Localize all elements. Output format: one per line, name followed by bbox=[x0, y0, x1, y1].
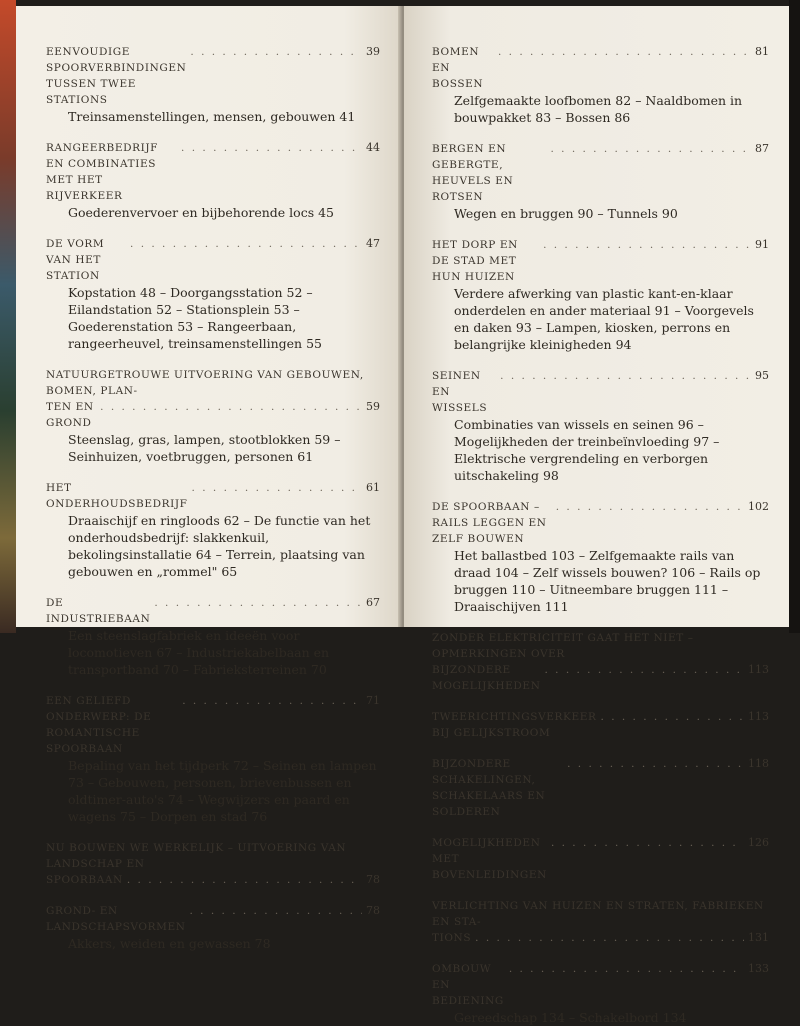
toc-entry[interactable] bbox=[432, 499, 769, 615]
toc-page-number: 87 bbox=[755, 142, 769, 155]
toc-heading-line2: TEN EN GROND bbox=[46, 401, 94, 429]
leader-dots bbox=[475, 930, 744, 946]
toc-heading-text: RANGEERBEDRIJF EN COMBINATIES MET HET RIJVERKEER bbox=[46, 142, 159, 202]
toc-page-number: 39 bbox=[366, 45, 380, 58]
toc-heading-line2: SPOORBAAN bbox=[46, 874, 123, 886]
toc-heading-text: DE SPOORBAAN – RAILS LEGGEN EN ZELF BOUWEN bbox=[432, 501, 547, 545]
toc-heading-line1: NU BOUWEN WE WERKELIJK – UITVOERING VAN LANDSCHAP EN bbox=[46, 842, 347, 870]
toc-entry[interactable] bbox=[432, 898, 769, 946]
toc-entry[interactable] bbox=[432, 709, 769, 741]
toc-subtopics: Wegen en bruggen 90 – Tunnels 90 bbox=[454, 206, 678, 221]
toc-page-number: 67 bbox=[366, 596, 380, 609]
toc-page-number: 78 bbox=[366, 904, 380, 917]
toc-heading-text: GROND- EN LANDSCHAPSVORMEN bbox=[46, 905, 186, 933]
toc-subtopics: Draaischijf en ringloods 62 – De functie van het onderhoudsbedrijf: slakkenkuil, bekolingsinstallatie 64 – Terrein, plaatsing van gebouwen en „rommel" 65 bbox=[68, 513, 371, 579]
toc-heading bbox=[432, 368, 769, 416]
toc-page-number: 113 bbox=[748, 663, 769, 676]
toc-subtopics: Een steenslagfabriek en ideeën voor locomotieven 67 – Industriekabelbaan en transportband 70 – Fabrieksterreinen 70 bbox=[68, 628, 330, 677]
toc-heading-line1: VERLICHTING VAN HUIZEN EN STRATEN, FABRIEKEN EN STA- bbox=[432, 900, 764, 928]
toc-entry[interactable] bbox=[432, 141, 769, 222]
toc-heading bbox=[46, 140, 380, 204]
toc-subtopics: Bepaling van het tijdperk 72 – Seinen en lampen 73 – Gebouwen, personen, brievenbussen en oldtimer-auto's 74 – Wegwijzers en paard en wagens 75 – Dorpen en stad 76 bbox=[68, 758, 377, 824]
toc-subtopics: Kopstation 48 – Doorgangsstation 52 – Eilandstation 52 – Stationsplein 53 – Goederenstation 53 – Rangeerbaan, rangeerheuvel, treinsamenstellingen 55 bbox=[68, 285, 322, 351]
toc-heading-text: HET DORP EN DE STAD MET HUN HUIZEN bbox=[432, 239, 518, 283]
leader-dots bbox=[601, 709, 744, 725]
toc-heading-text: TWEERICHTINGSVERKEER BIJ GELIJKSTROOM bbox=[432, 711, 597, 739]
toc-entry[interactable] bbox=[432, 961, 769, 1026]
toc-heading bbox=[432, 237, 769, 285]
toc-page-number: 47 bbox=[366, 237, 380, 250]
toc-page-number: 71 bbox=[366, 694, 380, 707]
leader-dots bbox=[498, 44, 751, 60]
toc-heading-text: BERGEN EN GEBERGTE, HEUVELS EN ROTSEN bbox=[432, 143, 514, 203]
toc-page-number: 102 bbox=[748, 500, 769, 513]
leader-dots bbox=[190, 903, 363, 919]
toc-subtopics: Gereedschap 134 – Schakelbord 134 bbox=[454, 1010, 687, 1025]
toc-entry[interactable] bbox=[432, 630, 769, 694]
toc-heading bbox=[46, 693, 380, 757]
toc-entry[interactable] bbox=[46, 480, 380, 580]
toc-heading-line2: TIONS bbox=[432, 932, 472, 944]
toc-heading bbox=[46, 903, 380, 935]
leader-dots bbox=[500, 368, 751, 384]
background-edge bbox=[789, 0, 800, 633]
leader-dots bbox=[192, 480, 362, 496]
toc-heading bbox=[432, 961, 769, 1009]
toc-entry[interactable] bbox=[432, 44, 769, 126]
leader-dots bbox=[154, 595, 362, 611]
leader-dots bbox=[567, 756, 744, 772]
leader-dots bbox=[556, 499, 744, 515]
toc-entry[interactable] bbox=[46, 693, 380, 825]
leader-dots bbox=[100, 399, 362, 415]
right-page bbox=[404, 6, 789, 1025]
toc-heading bbox=[432, 756, 769, 820]
leader-dots bbox=[130, 236, 362, 252]
toc-page-number: 81 bbox=[755, 45, 769, 58]
adjacent-book-edge bbox=[0, 0, 16, 633]
toc-heading bbox=[432, 499, 769, 547]
toc-subtopics: Het ballastbed 103 – Zelfgemaakte rails van draad 104 – Zelf wissels bouwen? 106 – Rails op bruggen 110 – Uitneembare bruggen 111 – Draaischijven 111 bbox=[454, 548, 761, 614]
toc-entry[interactable] bbox=[432, 756, 769, 820]
toc-entry[interactable] bbox=[46, 367, 380, 465]
toc-entry[interactable] bbox=[46, 236, 380, 352]
leader-dots bbox=[544, 662, 744, 678]
leader-dots bbox=[127, 872, 362, 888]
toc-entry[interactable] bbox=[46, 44, 380, 125]
toc-subtopics: Akkers, weiden en gewassen 78 bbox=[68, 936, 271, 951]
toc-page-number: 61 bbox=[366, 481, 380, 494]
toc-page-number: 118 bbox=[748, 757, 769, 770]
toc-heading bbox=[432, 709, 769, 741]
toc-heading-text: BIJZONDERE SCHAKELINGEN, SCHAKELAARS EN SOLDEREN bbox=[432, 758, 546, 818]
leader-dots bbox=[550, 141, 751, 157]
toc-entry[interactable] bbox=[432, 368, 769, 484]
toc-heading-text: DE INDUSTRIEBAAN bbox=[46, 597, 151, 625]
toc-subtopics: Combinaties van wissels en seinen 96 – Mogelijkheden der treinbeïnvloeding 97 – Elektrische vergrendeling en verborgen uitschakeling 98 bbox=[454, 417, 720, 483]
toc-heading bbox=[46, 367, 380, 431]
toc-subtopics: Treinsamenstellingen, mensen, gebouwen 41 bbox=[68, 109, 356, 124]
toc-page-number: 133 bbox=[748, 962, 769, 975]
toc-heading-line2: BIJZONDERE MOGELIJKHEDEN bbox=[432, 664, 541, 692]
leader-dots bbox=[190, 44, 362, 60]
toc-subtopics: Verdere afwerking van plastic kant-en-klaar onderdelen en ander materiaal 91 – Voorgevels en daken 93 – Lampen, kiosken, perrons en belangrijke kleinigheden 94 bbox=[454, 286, 754, 352]
toc-entry[interactable] bbox=[432, 237, 769, 353]
toc-heading bbox=[46, 44, 380, 108]
left-page bbox=[16, 6, 402, 951]
toc-subtopics: Goederenvervoer en bijbehorende locs 45 bbox=[68, 205, 334, 220]
leader-dots bbox=[551, 835, 744, 851]
toc-heading-line1: ZONDER ELEKTRICITEIT GAAT HET NIET – OPMERKINGEN OVER bbox=[432, 632, 694, 660]
toc-page-number: 78 bbox=[366, 873, 380, 886]
toc-heading bbox=[46, 840, 380, 888]
toc-heading-text: BOMEN EN BOSSEN bbox=[432, 46, 484, 90]
toc-heading-text: MOGELIJKHEDEN MET BOVENLEIDINGEN bbox=[432, 837, 547, 881]
toc-heading bbox=[432, 44, 769, 92]
toc-page-number: 126 bbox=[748, 836, 769, 849]
toc-heading-text: EENVOUDIGE SPOORVERBINDINGEN TUSSEN TWEE STATIONS bbox=[46, 46, 187, 106]
toc-entry[interactable] bbox=[46, 903, 380, 952]
leader-dots bbox=[509, 961, 744, 977]
toc-entry[interactable] bbox=[46, 595, 380, 678]
toc-heading-text: EEN GELIEFD ONDERWERP: DE ROMANTISCHE SPOORBAAN bbox=[46, 695, 152, 755]
toc-heading-text: SEINEN EN WISSELS bbox=[432, 370, 488, 414]
toc-subtopics: Zelfgemaakte loofbomen 82 – Naaldbomen in bouwpakket 83 – Bossen 86 bbox=[454, 93, 743, 125]
toc-heading bbox=[46, 236, 380, 284]
toc-page-number: 131 bbox=[748, 931, 769, 944]
toc-entry[interactable] bbox=[432, 835, 769, 883]
toc-heading bbox=[432, 141, 769, 205]
toc-heading-text: DE VORM VAN HET STATION bbox=[46, 238, 105, 282]
toc-subtopics: Steenslag, gras, lampen, stootblokken 59 – Seinhuizen, voetbruggen, personen 61 bbox=[68, 432, 341, 464]
leader-dots bbox=[182, 693, 362, 709]
toc-page-number: 113 bbox=[748, 710, 769, 723]
toc-heading bbox=[432, 835, 769, 883]
toc-entry[interactable] bbox=[46, 840, 380, 888]
toc-heading-text: OMBOUW EN BEDIENING bbox=[432, 963, 504, 1007]
toc-page-number: 91 bbox=[755, 238, 769, 251]
toc-heading bbox=[46, 595, 380, 627]
toc-entry[interactable] bbox=[46, 140, 380, 221]
leader-dots bbox=[543, 237, 751, 253]
leader-dots bbox=[181, 140, 362, 156]
toc-heading bbox=[432, 898, 769, 946]
toc-heading-text: HET ONDERHOUDSBEDRIJF bbox=[46, 482, 188, 510]
toc-heading bbox=[432, 630, 769, 694]
toc-heading bbox=[46, 480, 380, 512]
toc-page-number: 95 bbox=[755, 369, 769, 382]
toc-page-number: 44 bbox=[366, 141, 380, 154]
toc-heading-line1: NATUURGETROUWE UITVOERING VAN GEBOUWEN, BOMEN, PLAN- bbox=[46, 369, 364, 397]
toc-page-number: 59 bbox=[366, 400, 380, 413]
